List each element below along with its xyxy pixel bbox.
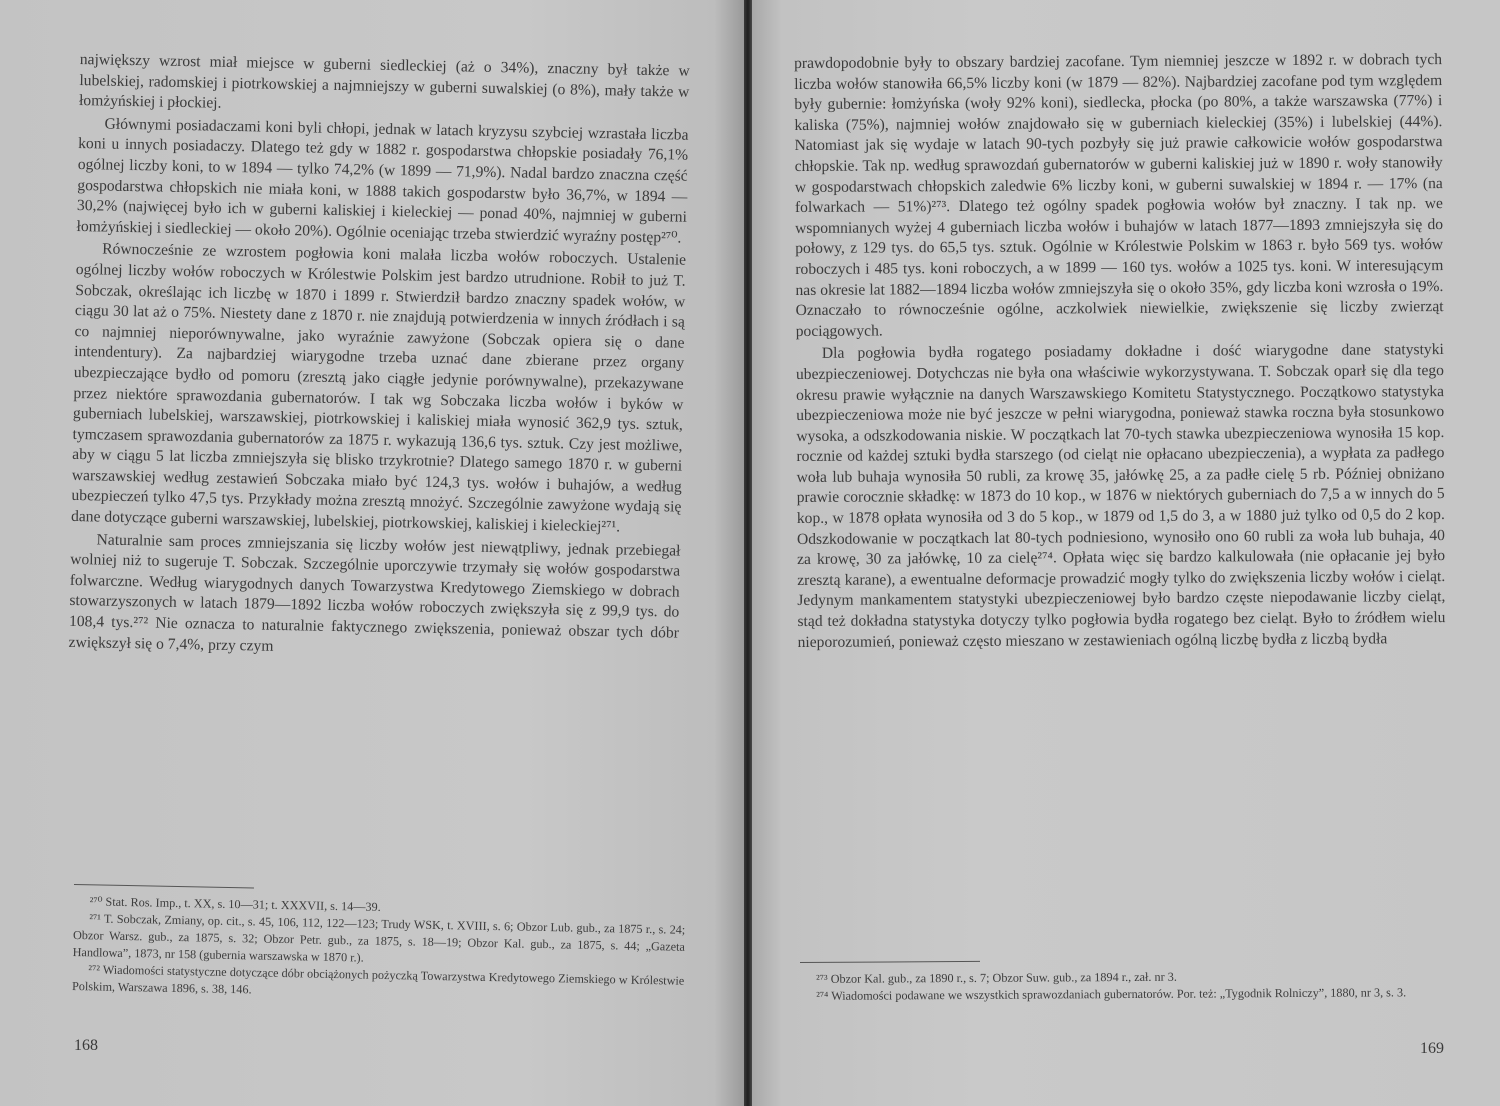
- right-page-footnotes: [800, 958, 1436, 1005]
- paragraph: Naturalnie sam proces zmniejszania się liczby wołów jest niewątpliwy, jednak przebiegał wolniej niż to sugeruje T. Sobczak. Szczególnie uporczywie trzymały się wołów gospodarstwa folwarczne. Według wiarygodnych danych Towarzystwa Kredytowego Ziemskiego w dobrach stowarzyszonych w latach 1879—1892 liczba wołów roboczych zwiększyła się z 99,9 tys. do 108,4 tys.²⁷² Nie oznacza to naturalnie faktycznego zwiększenia, ponieważ obszar tych dóbr zwiększył się o 7,4%, przy czym: [68, 531, 681, 655]
- footnote: ²⁷² Wiadomości statystyczne dotyczące dóbr obciążonych pożyczką Towarzystwa Kredytowego Ziemskiego w Królestwie Polskim, Warszawa 1896, s. 38, 146.: [71, 962, 685, 997]
- page-number-right: 169: [1420, 1040, 1444, 1057]
- paragraph: największy wzrost miał miejsce w guberni siedleckiej (aż o 34%), znaczny był także w lubelskiej, radomskiej i piotrkowskiej a najmniejszy w guberni suwalskiej (o 8%), mały także w łomżyńskiej i płockiej.: [78, 50, 690, 112]
- right-page: [752, 0, 1500, 1106]
- footnote-rule: [800, 961, 980, 963]
- footnote-rule: [74, 884, 254, 888]
- left-page-footnotes: [72, 884, 686, 1007]
- paragraph: Dla pogłowia bydła rogatego posiadamy dokładne i dość wiarygodne dane statystyki ubezpieczeniowej. Dotychczas nie była ona właściwie wykorzystywana. T. Sobczak oparł się dla tego okresu prawie wyłącznie na danych Warszawskiego Komitetu Statystycznego. Początkowo statystyka ubezpieczeniowa może nie być jeszcze w pełni wiarygodna, ponieważ stawka roczna była stosunkowo wysoka, a odszkodowania niskie. W początkach lat 70-tych stawka ubezpieczeniowa wynosiła 15 kop. rocznie od każdej sztuki bydła starszego (od cieląt nie opłacano ubezpieczenia), a wypłata za padłego woła lub buhaja wynosiła 50 rubli, za krowę 35, jałówkę 25, a za padłe cielę 5 rb. Później obniżano prawie corocznie składkę: w 1873 do 10 kop., w 1876 w niektórych guberniach do 7,5 a w innych do 5 kop., w 1878 opłata wynosiła od 3 do 5 kop., w 1879 od 1,5 do 3, a w 1880 już tylko od 0,5 do 2 kop. Odszkodowanie w początkach lat 80-tych podniesiono, wynosiło ono 60 rubli za woła lub buhaja, 40 za krowę, 30 za jałówkę, 10 za cielę²⁷⁴. Opłata więc się bardzo kalkulowała (nie opłacanie jej było zresztą karane), a ewentualne deformacje prowadzić mogły tylko do zwiększenia liczby wołów i cieląt. Jedynym mankamentem statystyki ubezpieczeniowej było bardzo częste niepodawanie liczby cieląt, stąd też dokładna statystyka dotyczy tylko pogłowia bydła rogatego bez cieląt. Było to źródłem wielu nieporozumień, ponieważ często mieszano w zestawieniach ogólną liczbę bydła z liczbą bydła: [795, 341, 1446, 651]
- left-page-body: [68, 50, 690, 667]
- page-number-left: 168: [74, 1037, 98, 1054]
- footnote: ²⁷³ Obzor Kal. gub., za 1890 r., s. 7; Obzor Suw. gub., za 1894 r., zał. nr 3.: [816, 969, 1177, 986]
- paragraph: Równocześnie ze wzrostem pogłowia koni malała liczba wołów roboczych. Ustalenie ogólnej liczby wołów roboczych w Królestwie Polskim jest bardzo utrudnione. Robił to już T. Sobczak, określając ich liczbę w 1870 i 1899 r. Stwierdził bardzo znaczny spadek wołów, w ciągu 30 lat aż o 75%. Niestety dane z 1870 r. nie znajdują potwierdzenia w innych źródłach i są co najmniej nieporównywalne, jako wyraźnie zawyżone (Sobczak opiera się o dane intendentury). Za najbardziej wiarygodne trzeba uznać dane zbierane przez organy ubezpieczające bydło od pomoru (zresztą jako ciągłe jedynie porównywalne), przekazywane przez niektóre sprawozdania gubernatorów. I tak wg Sobczaka liczba wołów i byków w guberniach lubelskiej, warszawskiej, piotrkowskiej i kaliskiej miała wynosić 362,9 tys. sztuk, tymczasem sprawozdania gubernatorów za 1875 r. wykazują 136,6 tys. sztuk. Czy jest możliwe, aby w ciągu 5 lat liczba zmniejszyła się blisko trzykrotnie? Dlatego samego 1870 r. w guberni warszawskiej według zestawień Sobczaka miało być 124,3 tys. wołów i buhajów, a według ubezpieczeń tylko 47,5 tys. Przykłady można zresztą mnożyć. Szczególnie zawyżone wydają się dane dotyczące guberni warszawskiej, lubelskiej, piotrkowskiej, kaliskiej i kieleckiej²⁷¹.: [70, 240, 687, 536]
- footnote: ²⁷⁰ Stat. Ros. Imp., t. XX, s. 10—31; t. XXXVII, s. 14—39.: [89, 894, 381, 914]
- footnote: ²⁷¹ T. Sobczak, Zmiany, op. cit., s. 45, 106, 112, 122—123; Trudy WSK, t. XVIII, s. 6; Obzor Lub. gub., za 1875 r., s. 24; Obzor Warsz. gub., za 1875, s. 32; Obzor Petr. gub., za 1875, s. 18—19; Obzor Kal. gub., za 1875, s. 44; „Gazeta Handlowa”, 1873, nr 158 (gubernia warszawska w 1870 r.).: [72, 911, 686, 965]
- left-page: [0, 0, 744, 1106]
- paragraph: prawdopodobnie były to obszary bardziej zacofane. Tym niemniej jeszcze w 1892 r. w dobrach tych liczba wołów stanowiła 66,5% liczby koni (w 1879 — 82%). Najbardziej zacofane pod tym względem były gubernie: łomżyńska (woły 92% koni), siedlecka, płocka (po 80%, a także warszawska (77%) i kaliska (75%), najmniej wołów znajdowało się w guberniach kieleckiej (35%) i lubelskiej (44%). Natomiast jak się wydaje w latach 90-tych pozbyły się już prawie całkowicie wołów gospodarstwa chłopskie. Tak np. według sprawozdań gubernatorów w guberni kaliskiej już w 1890 r. woły stanowiły w gospodarstwach chłopskich zaledwie 6% liczby koni, w guberni suwalskiej w 1894 r. — 17% (na folwarkach — 51%)²⁷³. Dlatego też ogólny spadek pogłowia wołów był znaczny. I tak np. we wspomnianych wyżej 4 guberniach liczba wołów i buhajów w latach 1877—1893 zmniejszyła się do połowy, z 129 tys. do 65,5 tys. sztuk. Ogólnie w Królestwie Polskim w 1863 r. było 569 tys. wołów roboczych i 485 tys. koni roboczych, a w 1899 — 160 tys. wołów a 1025 tys. koni. W interesującym nas okresie lat 1882—1894 liczba wołów zmniejszyła się o około 35%, gdy liczba koni wzrosła o 19%. Oznaczało to równocześnie ogólne, aczkolwiek niewielkie, zwiększenie się liczby zwierząt pociągowych.: [794, 51, 1444, 340]
- paragraph: Głównymi posiadaczami koni byli chłopi, jednak w latach kryzysu szybciej wzrastała liczba koni u innych posiadaczy. Dlatego też gdy w 1882 r. gospodarstwa chłopskie posiadały 76,1% ogólnej liczby koni, to w 1894 — tylko 74,2% (w 1899 — 71,9%). Nadal bardzo znaczna część gospodarstwa chłopskich nie miała koni, w 1888 takich gospodarstw było 36,7%, w 1894 — 30,2% (najwięcej było ich w guberni kaliskiej i kieleckiej — ponad 40%, najmniej w guberni łomżyńskiej i siedleckiej — około 20%). Ogólnie oceniając trzeba stwierdzić wyraźny postęp²⁷⁰.: [76, 115, 689, 247]
- right-page-body: [794, 50, 1446, 655]
- footnote: ²⁷⁴ Wiadomości podawane we wszystkich sprawozdaniach gubernatorów. Por. też: „Tygodnik Rolniczy”, 1880, nr 3, s. 3.: [816, 985, 1407, 1003]
- book-gutter: [744, 0, 752, 1106]
